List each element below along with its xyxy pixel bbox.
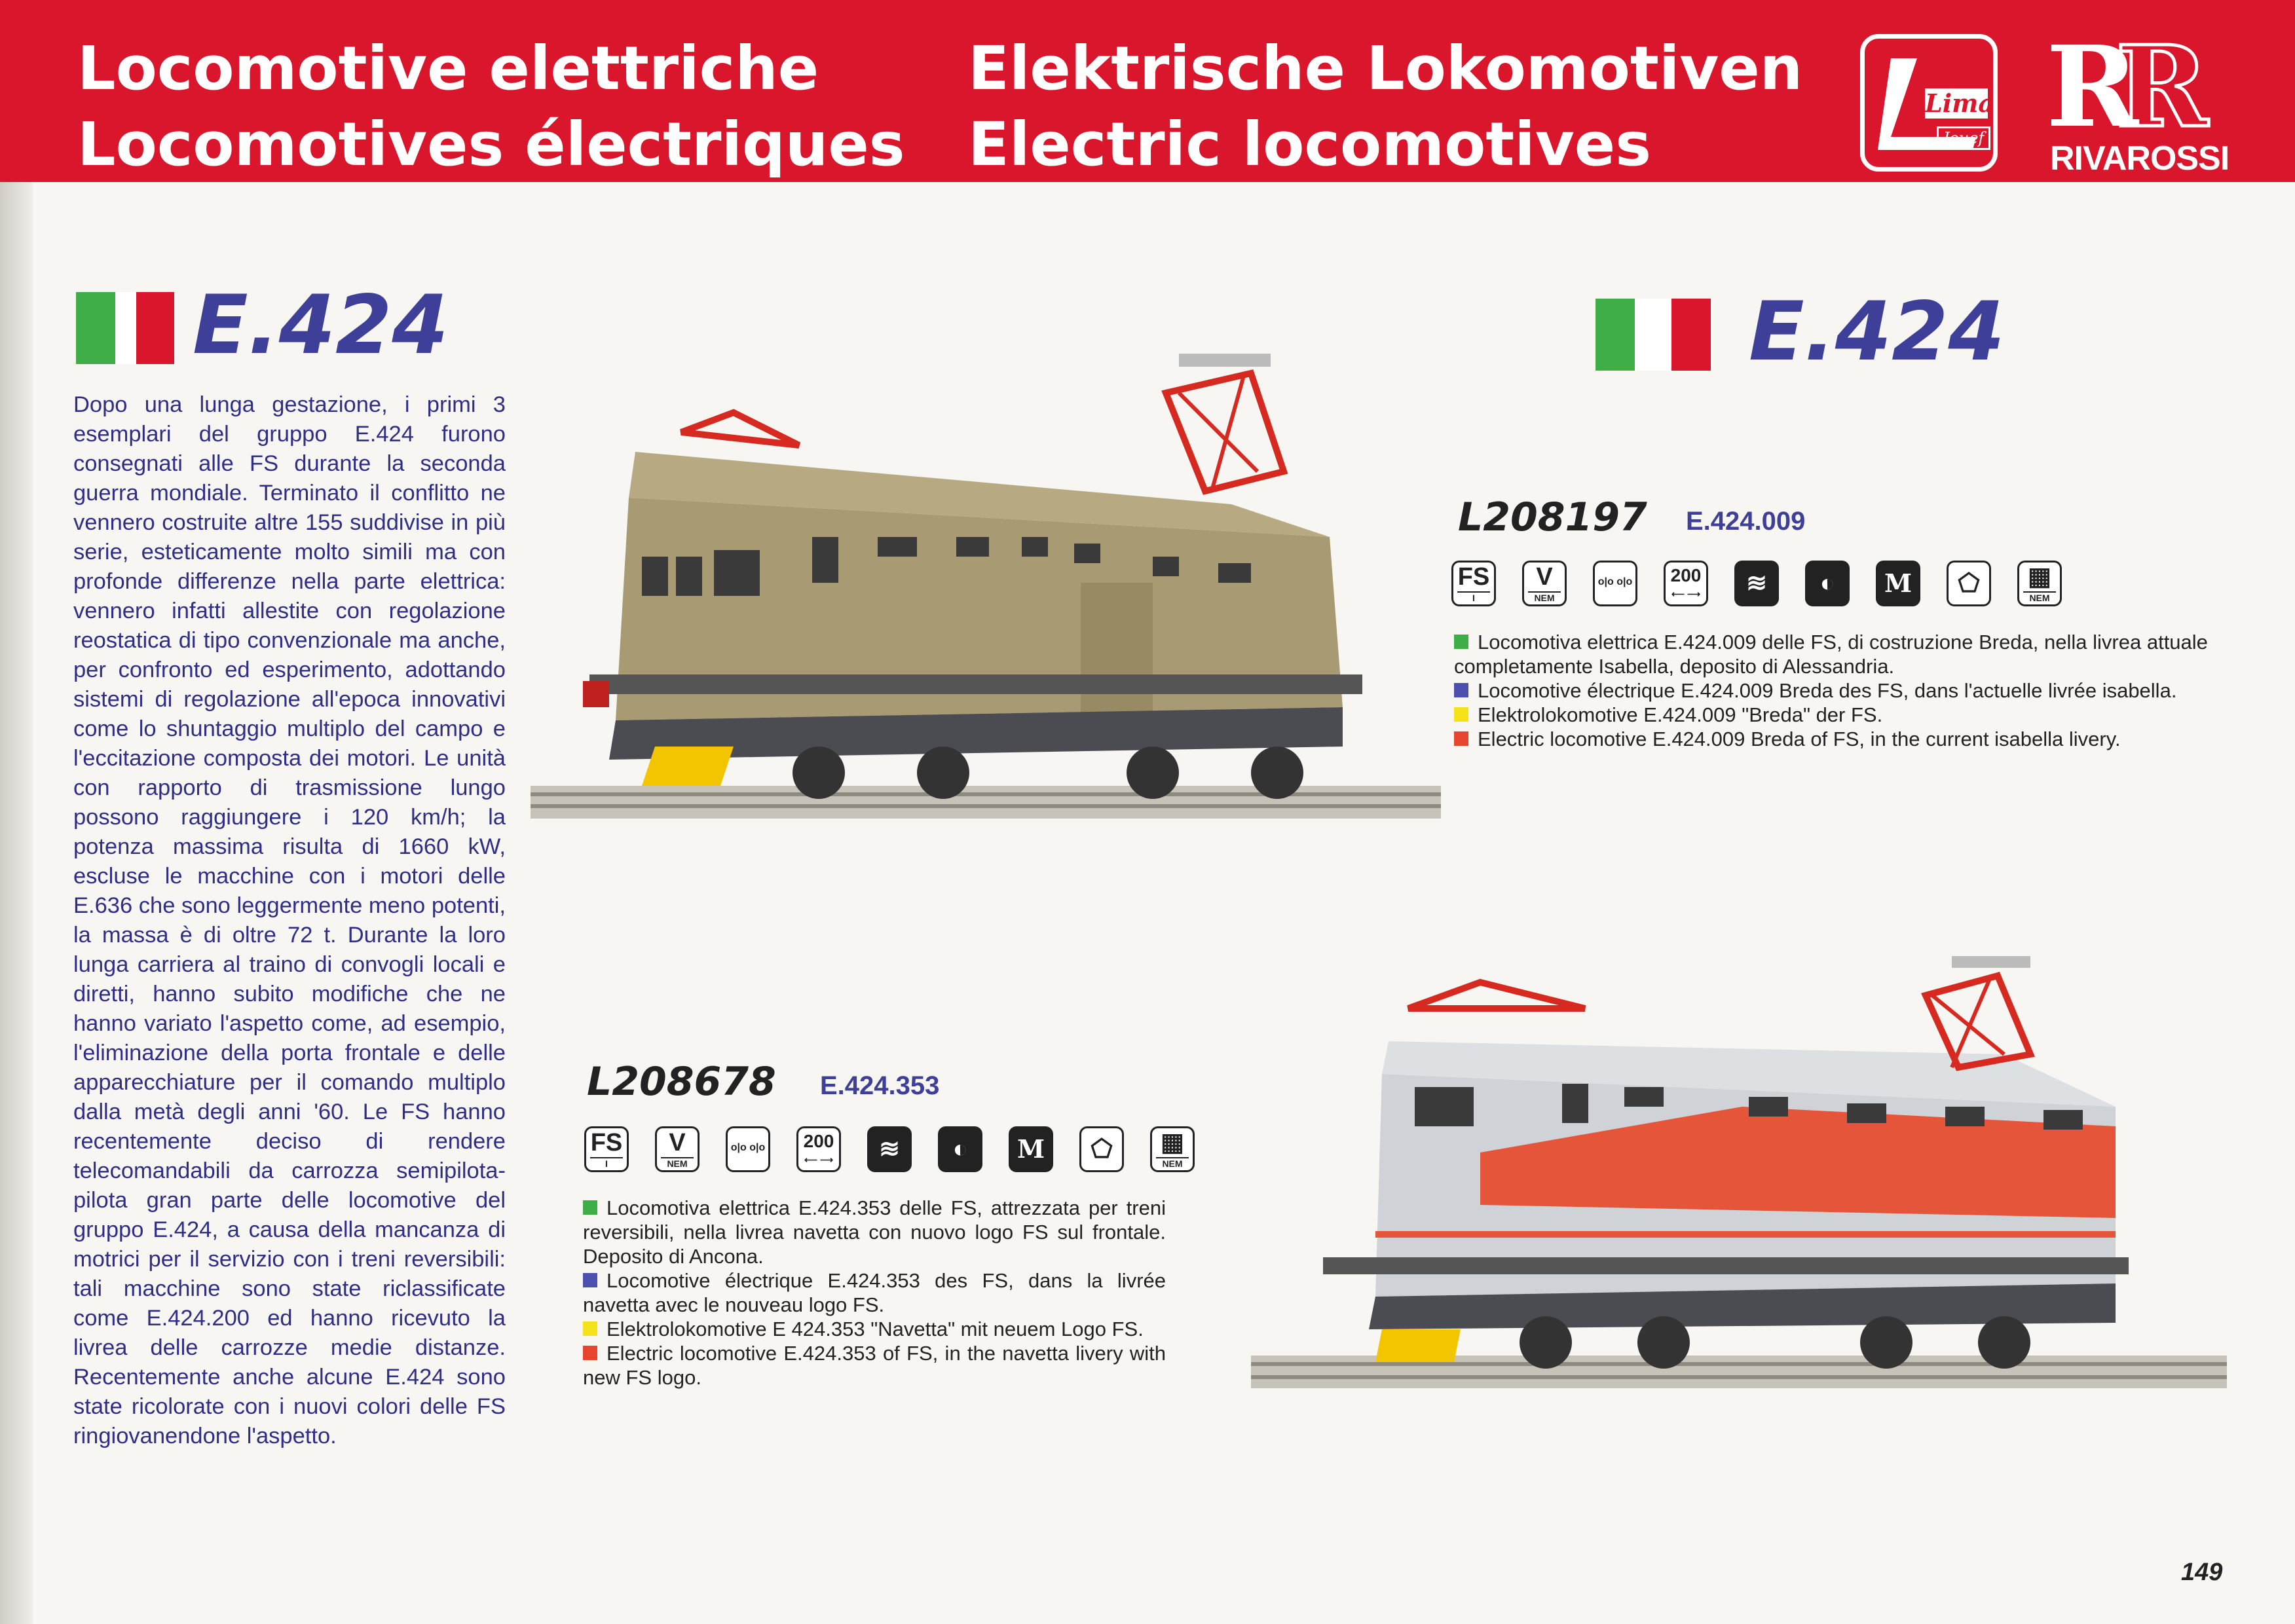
french-square-icon bbox=[1454, 683, 1468, 697]
radius-200-icon: 200 ⟵ ⟶ bbox=[1664, 561, 1708, 606]
title-italian: Locomotive elettriche bbox=[77, 33, 819, 103]
desc-en-2: Electric locomotive E.424.353 of FS, in the navetta livery with new FS logo. bbox=[583, 1342, 1166, 1389]
desc-it-1: Locomotiva elettrica E.424.009 delle FS, di costruzione Breda, nella livrea attuale completamente Isabella, deposito di Alessandria. bbox=[1454, 631, 2208, 678]
italian-square-icon bbox=[583, 1200, 597, 1215]
rivarossi-logo bbox=[2043, 34, 2240, 177]
desc-en-1: Electric locomotive E.424.009 Breda of FS, in the current isabella livery. bbox=[1454, 727, 2220, 751]
product-number-1: E.424.009 bbox=[1686, 507, 1806, 536]
radius-200-icon: 200 ⟵ ⟶ bbox=[796, 1126, 841, 1172]
lima-logo bbox=[1860, 34, 1998, 172]
fs-icon: FS I bbox=[1451, 561, 1496, 606]
locomotive-photo-isabella bbox=[524, 341, 1441, 825]
feature-icons-1 bbox=[1451, 561, 2051, 608]
italian-flag-right bbox=[1595, 299, 1711, 371]
light-icon: ◐ bbox=[1805, 561, 1850, 606]
motor-icon: M bbox=[1009, 1126, 1053, 1172]
svg-text:R: R bbox=[2116, 34, 2209, 139]
product-1-descriptions bbox=[1454, 630, 2220, 751]
title-german: Elektrische Lokomotiven bbox=[968, 33, 1803, 103]
rr-monogram-icon bbox=[2043, 34, 2240, 139]
desc-de-2: Elektrolokomotive E 424.353 "Navetta" mit neuem Logo FS. bbox=[583, 1317, 1166, 1341]
svg-text:R: R bbox=[2046, 34, 2139, 139]
french-square-icon bbox=[583, 1273, 597, 1287]
title-french: Locomotives électriques bbox=[77, 109, 905, 179]
locomotive-photo-navetta bbox=[1244, 943, 2227, 1401]
voltage-nem-icon: V NEM bbox=[655, 1126, 700, 1172]
axles-icon: o|o o|o bbox=[726, 1126, 770, 1172]
desc-fr-2: Locomotive électrique E.424.353 des FS, dans la livrée navetta avec le nouveau logo FS. bbox=[583, 1269, 1166, 1316]
page-number: 149 bbox=[2181, 1559, 2223, 1586]
pentagon-icon: ⬠ bbox=[1079, 1126, 1124, 1172]
product-number-2: E.424.353 bbox=[820, 1071, 940, 1100]
model-title-left: E.424 bbox=[193, 278, 449, 373]
german-square-icon bbox=[583, 1321, 597, 1336]
english-square-icon bbox=[583, 1346, 597, 1360]
product-code-1: L208197 bbox=[1458, 494, 1647, 540]
motor-icon: M bbox=[1876, 561, 1920, 606]
history-text: Dopo una lunga gestazione, i primi 3 esemplari del gruppo E.424 furono consegnati alle FS durante la seconda guerra mondiale. Terminato il conflitto ne vennero costruite altre 155 suddivise in più serie, esteticamente molto simili ma con profonde differenze nella parte elettrica: vennero infatti allestite con regolazione reostatica di tipo convenzionale ma anche, per confronto ed esperimento, adottando sistemi di regolazione all'epoca innovativi come lo shuntaggio multiplo del campo e l'eccitazione composta dei motori. Le unità con rapporto di trasmissione lungo possono raggiungere i 120 km/h; la potenza massima risulta di 1660 kW, escluse le macchine con i motori delle E.636 che sono leggermente meno potenti, la massa è di oltre 72 t. Durante la loro lunga carriera al traino di convogli locali e diretti, hanno subito modifiche che ne hanno variato l'aspetto come, ad esempio, l'eliminazione della porta frontale e delle apparecchiature per il comando multiplo dalla metà degli anni '60. Le FS hanno recentemente deciso di rendere telecomandabili da carrozza semipilota-pilota gran parte delle locomotive del gruppo E.424, a causa della mancanza di motrici per il servizio con i treni reversibili: tali macchine sono state riclassificate come E.424.200 ed hanno ricevuto la livrea delle carrozze medie distanze. Recentemente anche alcune E.424 sono state ricolorate con i nuovi colori delle FS ringiovanendone l'aspetto. bbox=[73, 392, 506, 1449]
voltage-nem-icon: V NEM bbox=[1522, 561, 1567, 606]
history-description bbox=[73, 390, 506, 1451]
german-square-icon bbox=[1454, 707, 1468, 722]
axles-icon: o|o o|o bbox=[1593, 561, 1637, 606]
title-english: Electric locomotives bbox=[968, 109, 1651, 179]
digital-nem-icon: ▦ NEM bbox=[1150, 1126, 1195, 1172]
desc-fr-1: Locomotive électrique E.424.009 Breda des FS, dans l'actuelle livrée isabella. bbox=[1454, 678, 2220, 703]
feature-icons-2 bbox=[584, 1126, 1184, 1173]
book-spine bbox=[0, 182, 33, 1624]
rivarossi-wordmark: RIVAROSSI bbox=[2050, 139, 2230, 177]
pentagon-icon: ⬠ bbox=[1947, 561, 1991, 606]
digital-nem-icon: ▦ NEM bbox=[2017, 561, 2062, 606]
light-icon: ◐ bbox=[938, 1126, 982, 1172]
product-code-2: L208678 bbox=[587, 1059, 776, 1105]
english-square-icon bbox=[1454, 731, 1468, 746]
model-title-right: E.424 bbox=[1749, 285, 2005, 379]
page-header bbox=[0, 0, 2295, 182]
flywheel-icon: ≋ bbox=[1734, 561, 1779, 606]
fs-icon: FS I bbox=[584, 1126, 629, 1172]
italian-square-icon bbox=[1454, 635, 1468, 649]
desc-de-1: Elektrolokomotive E.424.009 "Breda" der FS. bbox=[1454, 703, 2220, 727]
jouef-wordmark: Jouef bbox=[1937, 126, 1990, 150]
product-2-descriptions bbox=[583, 1196, 1166, 1390]
italian-flag-left bbox=[76, 292, 174, 364]
lima-wordmark: Lima bbox=[1925, 88, 1994, 118]
flywheel-icon: ≋ bbox=[867, 1126, 912, 1172]
desc-it-2: Locomotiva elettrica E.424.353 delle FS, attrezzata per treni reversibili, nella livrea navetta con nuovo logo FS sul frontale. Deposito di Ancona. bbox=[583, 1196, 1166, 1268]
